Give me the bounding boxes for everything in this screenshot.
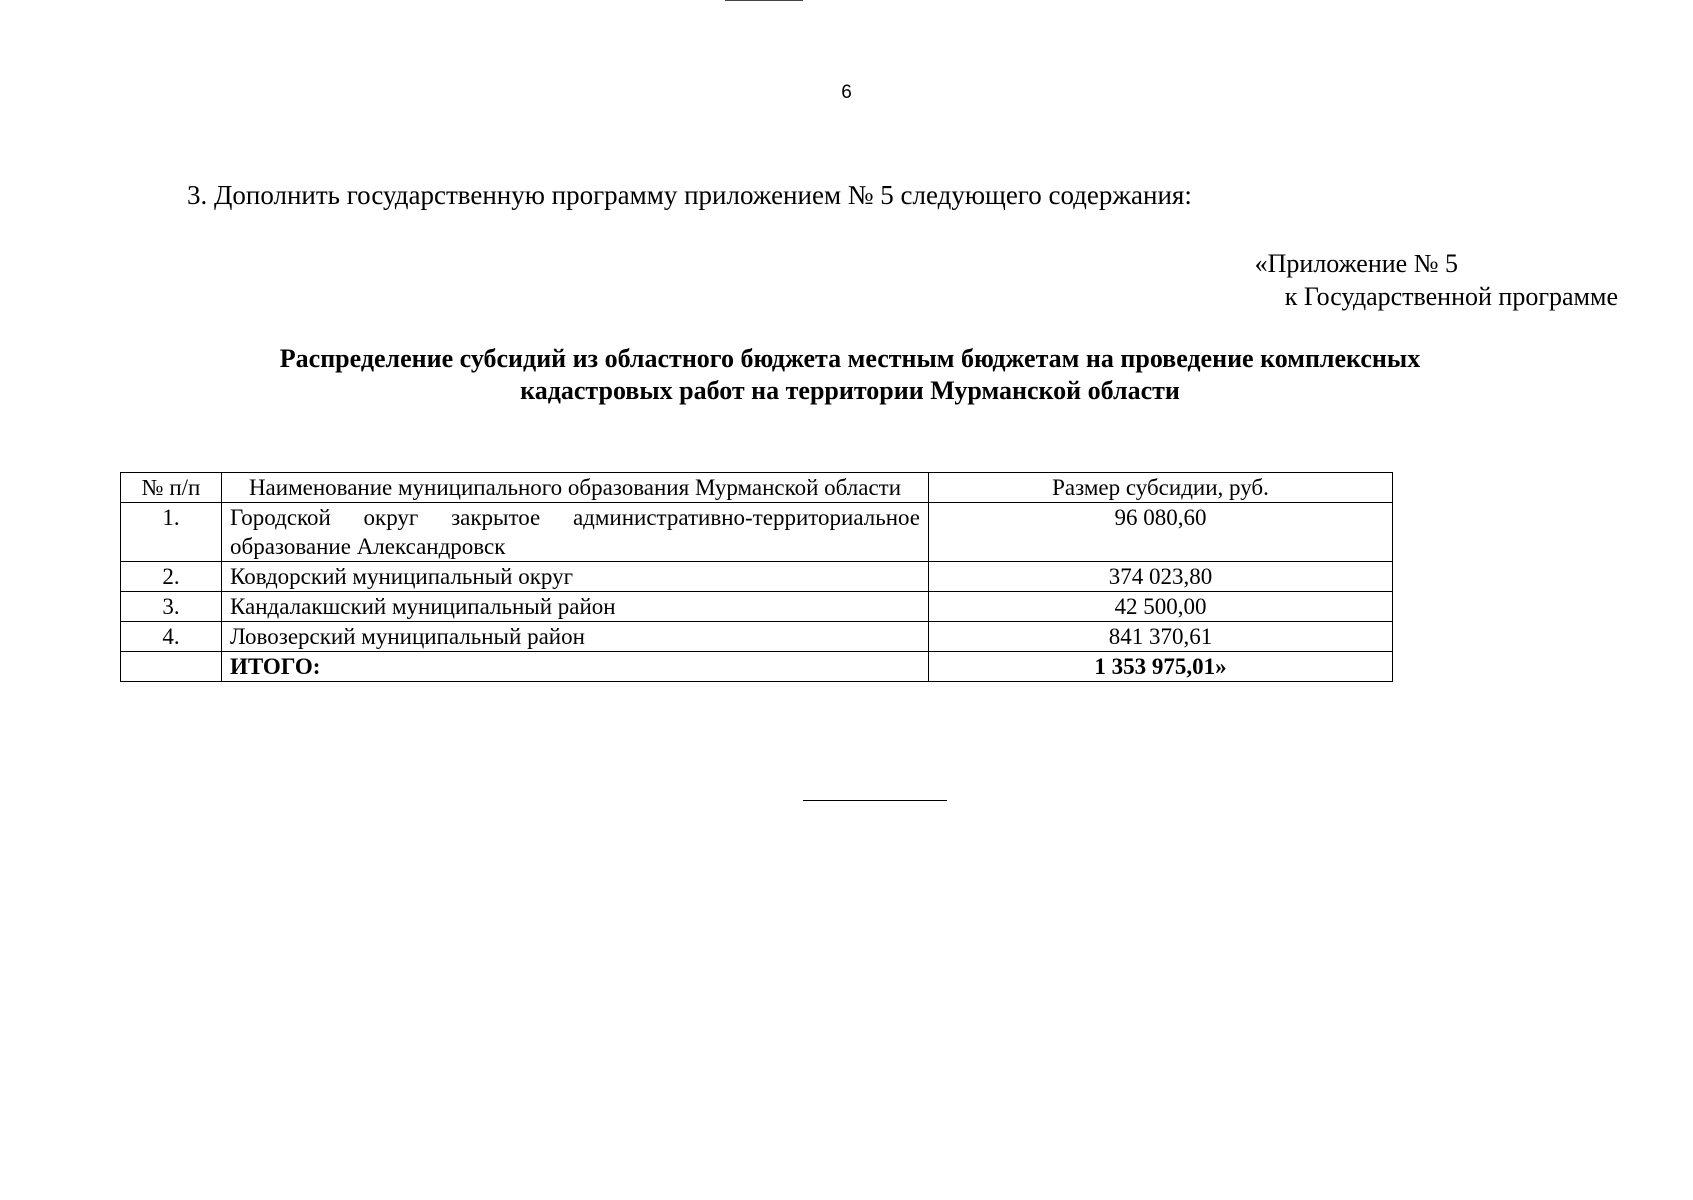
top-divider xyxy=(725,0,803,1)
document-title xyxy=(200,343,1500,407)
table-total-row xyxy=(121,652,1393,682)
row-municipality: Городской округ закрытое административно-территориальное образование Александровск xyxy=(222,503,929,562)
appendix-line-1: «Приложение № 5 xyxy=(1254,249,1458,278)
table-row xyxy=(121,503,1393,562)
header-number: № п/п xyxy=(121,473,222,503)
row-municipality: Ловозерский муниципальный район xyxy=(222,622,929,652)
table-row xyxy=(121,592,1393,622)
total-label: ИТОГО: xyxy=(222,652,929,682)
subsidy-table xyxy=(120,472,1393,682)
total-number-cell xyxy=(121,652,222,682)
row-municipality: Ковдорский муниципальный округ xyxy=(222,562,929,592)
row-municipality: Кандалакшский муниципальный район xyxy=(222,592,929,622)
instruction-paragraph: 3. Дополнить государственную программу приложением № 5 следующего содержания: xyxy=(187,180,1192,210)
end-divider xyxy=(803,800,947,801)
row-number: 3. xyxy=(121,592,222,622)
row-number: 2. xyxy=(121,562,222,592)
table-row xyxy=(121,622,1393,652)
row-number: 4. xyxy=(121,622,222,652)
header-municipality: Наименование муниципального образования Мурманской области xyxy=(222,473,929,503)
row-number: 1. xyxy=(121,503,222,562)
total-amount: 1 353 975,01» xyxy=(929,652,1393,682)
header-amount: Размер субсидии, руб. xyxy=(929,473,1393,503)
appendix-reference xyxy=(1255,247,1618,313)
table-row xyxy=(121,562,1393,592)
row-amount: 96 080,60 xyxy=(929,503,1393,562)
document-title-line-2: кадастровых работ на территории Мурманской области xyxy=(520,376,1180,405)
row-amount: 42 500,00 xyxy=(929,592,1393,622)
table-header-row xyxy=(121,473,1393,503)
row-amount: 841 370,61 xyxy=(929,622,1393,652)
row-amount: 374 023,80 xyxy=(929,562,1393,592)
page-number: 6 xyxy=(841,82,852,103)
document-title-line-1: Распределение субсидий из областного бюджета местным бюджетам на проведение комплексных xyxy=(279,344,1421,373)
appendix-line-2: к Государственной программе xyxy=(1284,282,1618,311)
